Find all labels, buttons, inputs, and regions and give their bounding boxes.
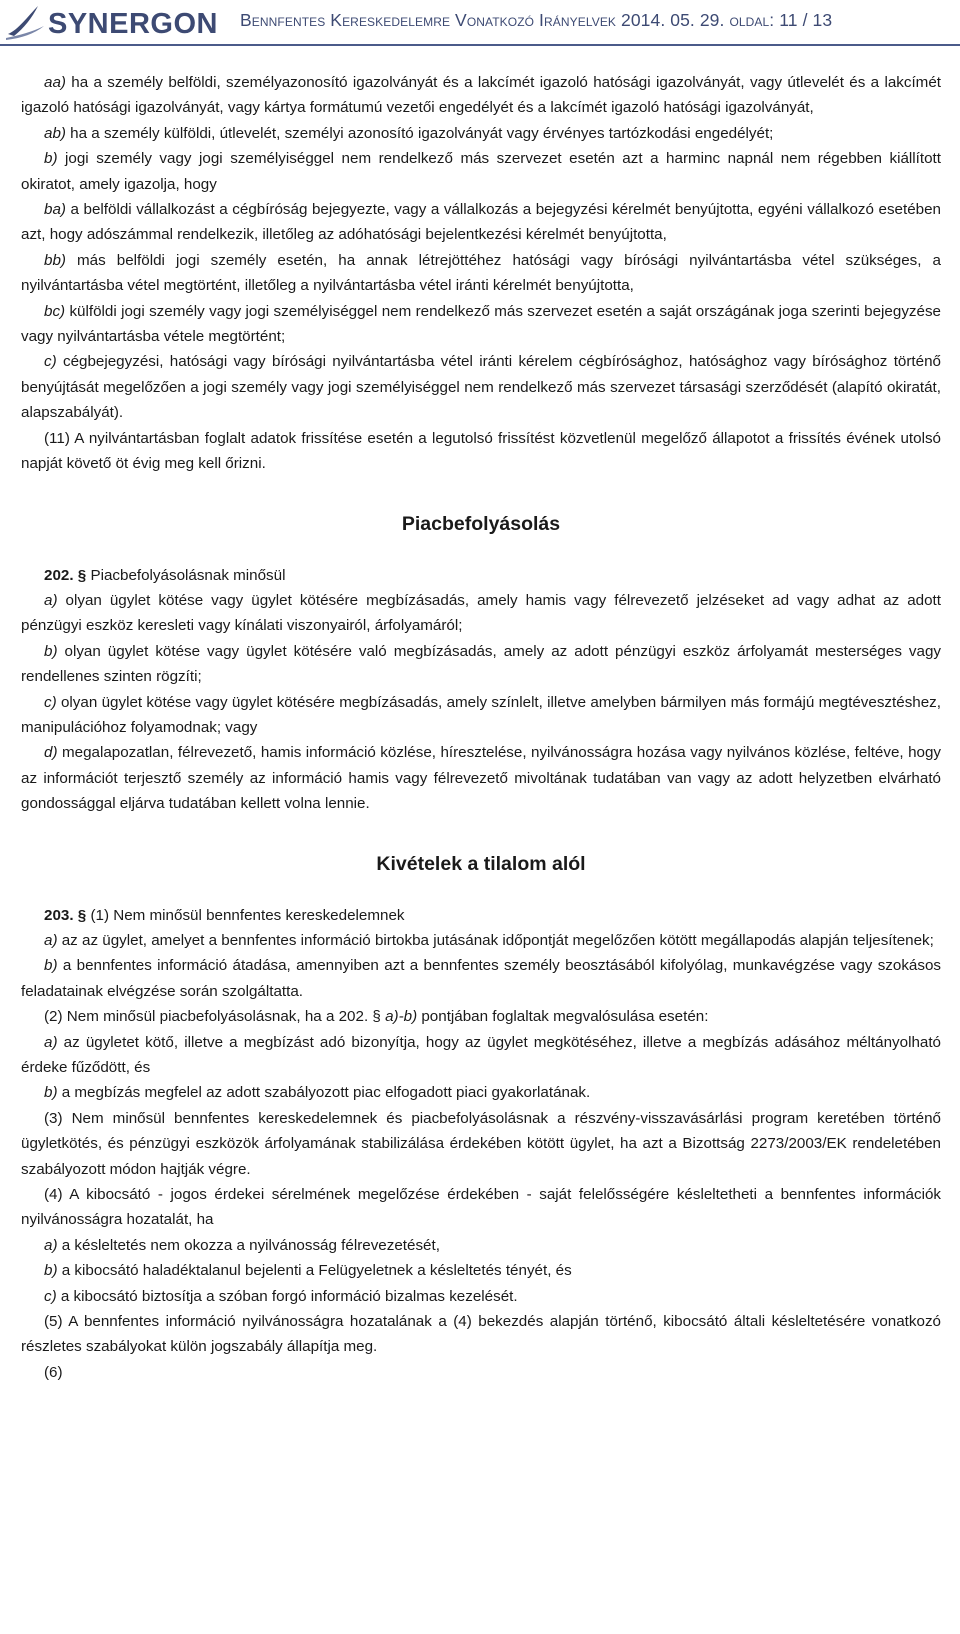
section-203-intro: 203. § (1) Nem minősül bennfentes kereskedelemnek xyxy=(44,906,405,924)
section-203-1-b: b) a bennfentes információ átadása, amennyiben azt a bennfentes személy beosztásából kifolyólag, munkavégzése vagy szokásos feladatainak elvégzése során szolgáltatta. xyxy=(21,957,941,1000)
section-heading-piacbefolyasolas: Piacbefolyásolás xyxy=(401,512,561,535)
paragraph-aa: aa) ha a személy belföldi, személyazonosító igazolványát és a lakcímét igazoló hatósági igazolványát, vagy útlevelét és a lakcímét igazoló hatósági igazolványát, vagy kártya formátumú vezetői engedélyét és a lakcímét igazoló hatósági igazolványát, xyxy=(21,74,941,117)
section-203-2: (2) Nem minősül piacbefolyásolásnak, ha a 202. § a)-b) pontjában foglaltak megvalósulása esetén: xyxy=(44,1008,709,1026)
page-label: oldal: xyxy=(729,10,775,30)
paragraph-bb: bb) más belföldi jogi személy esetén, ha annak létrejöttéhez hatósági vagy bírósági nyilvántartásba vétel szükséges, a nyilvántartásba vétel megtörtént, illetőleg a nyilvántartásba vétel iránti kérelmét benyújtotta, xyxy=(21,251,941,295)
section-202-a: a) olyan ügylet kötése vagy ügylet kötésére megbízásadás, amely hamis vagy félrevezető jelzéseket ad vagy adhat az adott pénzügyi eszköz keresleti vagy kínálati viszonyairól, árfolyamáról; xyxy=(21,591,941,635)
section-203-4-c: c) a kibocsátó biztosítja a szóban forgó információ bizalmas kezelését. xyxy=(44,1287,518,1305)
section-203-4: (4) A kibocsátó - jogos érdekei sérelmének megelőzése érdekében - saját felelősségére késleltetheti a bennfentes információk nyilvánosságra hozatalát, ha xyxy=(21,1186,941,1229)
page-number: 11 / 13 xyxy=(779,10,833,30)
header-doc-info xyxy=(240,10,952,31)
svg-text:SYNERGON: SYNERGON xyxy=(48,8,218,40)
section-203-2-b: b) a megbízás megfelel az adott szabályozott piac elfogadott piaci gyakorlatának. xyxy=(44,1084,591,1102)
paragraph-b: b) jogi személy vagy jogi személyiséggel nem rendelkező más szervezet esetén azt a harminc napnál nem régebben kiállított okiratot, amely igazolja, hogy xyxy=(21,150,941,193)
section-203-3: (3) Nem minősül bennfentes kereskedelemnek és piacbefolyásolásnak a részvény-visszavásárlási program keretében történő ügyletkötés, és pénzügyi eszközök árfolyamának stabilizálása érdekében kötött ügylet, ha azt a Bizottság 2273/2003/EK rendeletében szabályozott módon hajtják végre. xyxy=(21,1109,941,1178)
section-202-b: b) olyan ügylet kötése vagy ügylet kötésére való megbízásadás, amely az adott pénzügyi eszköz árfolyamát mesterséges vagy rendellenes szinten rögzíti; xyxy=(21,642,941,686)
section-202-intro: 202. § Piacbefolyásolásnak minősül xyxy=(44,566,286,584)
section-203-1-a: a) az az ügylet, amelyet a bennfentes információ birtokba jutásának időpontját megelőzően kötött megállapodás alapján teljesítenek; xyxy=(44,931,934,949)
paragraph-ba: ba) a belföldi vállalkozást a cégbíróság bejegyezte, vagy a vállalkozás a bejegyzési kérelmét benyújtotta, egyéni vállalkozó esetében azt, hogy adószámmal rendelkezik, illetőleg az adóhatósági bejelentkezési kérelmét benyújtotta, xyxy=(21,201,941,244)
doc-date: 2014. 05. 29. xyxy=(621,10,725,30)
paragraph-bc: bc) külföldi jogi személy vagy jogi személyiséggel nem rendelkező más szervezet esetén a saját országának joga szerinti bejegyzése vagy nyilvántartásba vétele megtörtént; xyxy=(21,302,941,346)
section-202-c: c) olyan ügylet kötése vagy ügylet kötésére megbízásadás, amely színlelt, illetve amelyben bármilyen más formájú megtévesztéshez, manipulációhoz folyamodnak; vagy xyxy=(21,693,941,736)
paragraph-c: c) cégbejegyzési, hatósági vagy bírósági nyilvántartásba vétel iránti kérelem cégbírósághoz, hatósághoz vagy bírósághoz történő benyújtását megelőzően a jogi személy vagy jogi személyiséggel nem rendelkező más szervezet társasági szerződését (alapító okiratát, alapszabályát). xyxy=(21,353,941,422)
doc-title: Bennfentes Kereskedelemre Vonatkozó Irányelvek xyxy=(240,10,617,30)
section-heading-kivetelek: Kivételek a tilalom alól xyxy=(376,852,586,875)
synergon-logo xyxy=(4,2,236,40)
paragraph-ab: ab) ha a személy külföldi, útlevelét, személyi azonosító igazolványát vagy érvényes tartózkodási engedélyét; xyxy=(44,124,774,142)
section-203-6: (6) xyxy=(44,1363,63,1381)
section-202-d: d) megalapozatlan, félrevezető, hamis információ közlése, híresztelése, nyilvánosságra hozása vagy nyilvános közlése, feltéve, hogy az információt terjesztő személy az információ hamis vagy félrevezető mivoltának tudatában van vagy az adott helyzetben elvárható gondossággal eljárva tudatában kellett volna lennie. xyxy=(21,744,941,813)
page-header xyxy=(0,0,960,46)
section-203-2-a: a) az ügyletet kötő, illetve a megbízást adó bizonyítja, hogy az ügylet megkötéséhez, illetve a megbízás adásához méltányolható érdeke fűződött, és xyxy=(21,1033,941,1076)
paragraph-11: (11) A nyilvántartásban foglalt adatok frissítése esetén a legutolsó frissítést közvetlenül megelőző állapotot a frissítés évének utolsó napját követő öt évig meg kell őrizni. xyxy=(21,429,941,473)
document-body xyxy=(21,70,941,1385)
section-203-5: (5) A bennfentes információ nyilvánosságra hozatalának a (4) bekezdés alapján történő, kibocsátó általi késleltetésére vonatkozó részletes szabályokat külön jogszabály állapítja meg. xyxy=(21,1313,941,1356)
section-203-4-a: a) a késleltetés nem okozza a nyilvánosság félrevezetését, xyxy=(44,1236,440,1254)
section-203-4-b: b) a kibocsátó haladéktalanul bejelenti a Felügyeletnek a késleltetés tényét, és xyxy=(44,1262,572,1280)
